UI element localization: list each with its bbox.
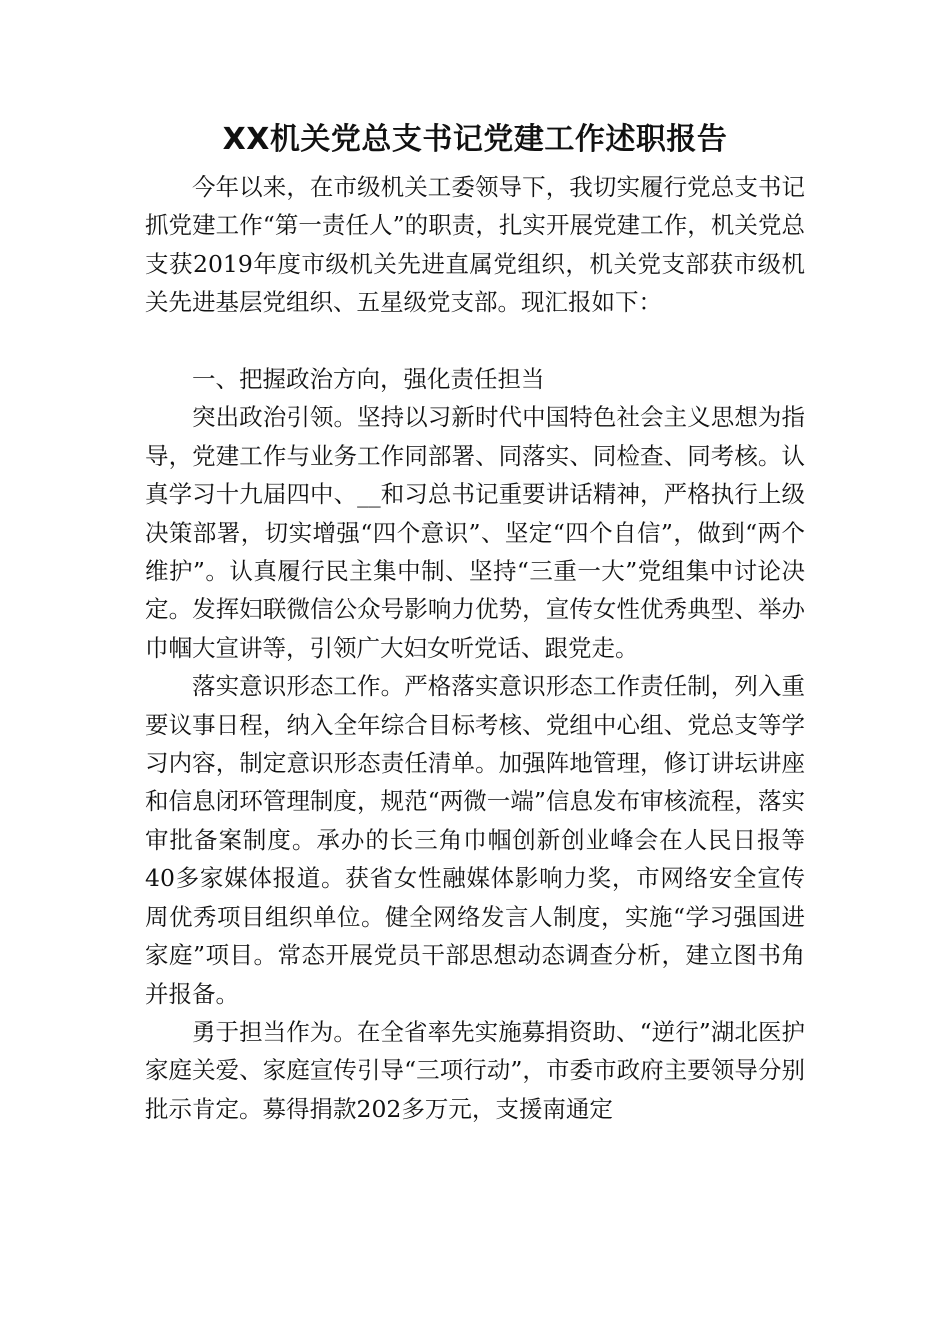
blank-line — [145, 322, 805, 360]
paragraph-responsibility: 勇于担当作为。在全省率先实施募捐资助、“逆行”湖北医护家庭关爱、家庭宣传引导“三项行动”，市委市政府主要领导分别批示肯定。募得捐款202多万元，支援南通定 — [145, 1017, 805, 1123]
paragraph-political-guidance: 突出政治引领。坚持以习新时代中国特色社会主义思想为指导，党建工作与业务工作同部署、同落实、同检查、同考核。认真学习十九届四中、__和习总书记重要讲话精神，严格执行上级决策部署，切实增强“四个意识”、坚定“四个自信”，做到“两个维护”。认真履行民主集中制、坚持“三重一大”党组集中讨论决定。发挥妇联微信公众号影响力优势，宣传女性优秀典型、举办巾帼大宣讲等，引领广大妇女听党话、跟党走。 — [145, 403, 805, 662]
document-title: XX机关党总支书记党建工作述职报告 — [222, 122, 728, 157]
paragraph-ideology-work: 落实意识形态工作。严格落实意识形态工作责任制，列入重要议事日程，纳入全年综合目标考核、党组中心组、党总支等学习内容，制定意识形态责任清单。加强阵地管理，修订讲坛讲座和信息闭环管理制度，规范“两微一端”信息发布审核流程，落实审批备案制度。承办的长三角巾帼创新创业峰会在人民日报等40多家媒体报道。获省女性融媒体影响力奖，市网络安全宣传周优秀项目组织单位。健全网络发言人制度，实施“学习强国进家庭”项目。常态开展党员干部思想动态调查分析，建立图书角并报备。 — [145, 672, 805, 1008]
document-body — [145, 168, 805, 1128]
intro-paragraph: 今年以来，在市级机关工委领导下，我切实履行党总支书记抓党建工作“第一责任人”的职责，扎实开展党建工作，机关党总支获2019年度市级机关先进直属党组织，机关党支部获市级机关先进基层党组织、五星级党支部。现汇报如下： — [145, 173, 805, 317]
section-heading: 一、把握政治方向，强化责任担当 — [192, 365, 545, 394]
